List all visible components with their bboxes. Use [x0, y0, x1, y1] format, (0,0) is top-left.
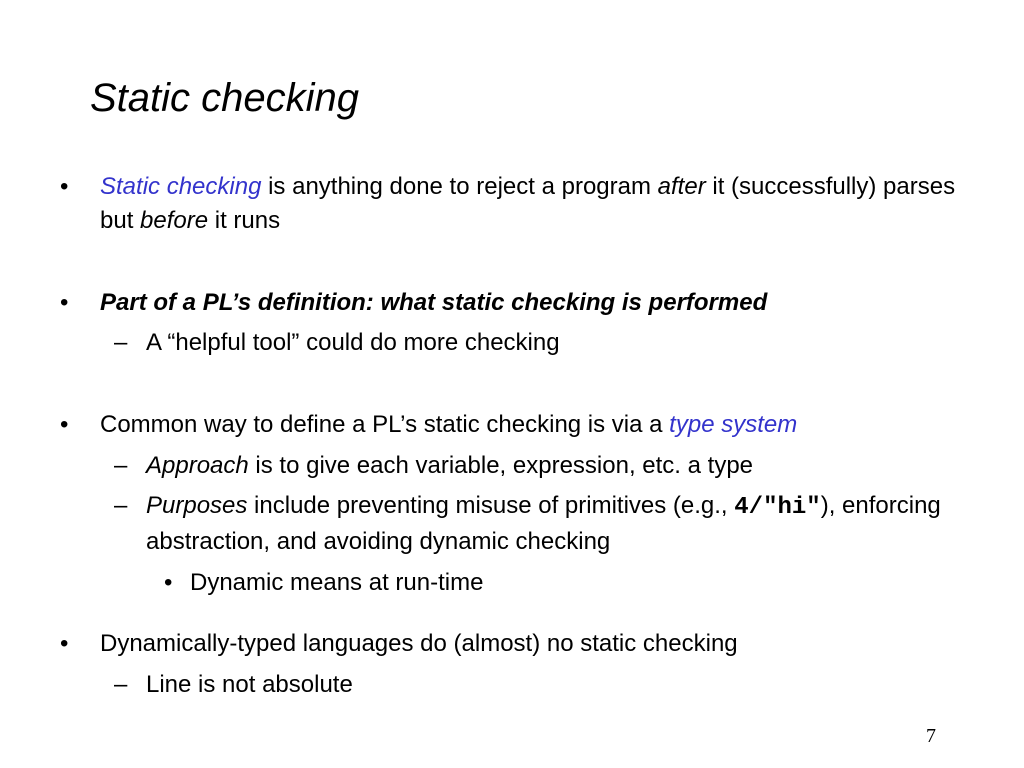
- emphasis-before: before: [140, 207, 209, 234]
- bullet-pl-definition: [60, 286, 980, 320]
- dash-marker: –: [114, 492, 128, 519]
- bullet-text: it runs: [208, 207, 281, 234]
- sub-bullet-text: is to give each variable, expression, etc. a type: [248, 452, 754, 479]
- sub-bullet-helpful-tool: [114, 326, 986, 360]
- emphasis-after: after: [657, 173, 706, 200]
- bullet-text: Part of a PL’s definition: what static checking is performed: [100, 289, 768, 316]
- sub-bullet-text: A “helpful tool” could do more checking: [146, 329, 560, 356]
- bullet-marker: •: [60, 630, 69, 657]
- bullet-type-system: [60, 408, 980, 442]
- sub-bullet-text: ), enforcing abstraction, and avoiding dynamic checking: [146, 492, 941, 555]
- sub-bullet-text: Line is not absolute: [146, 671, 353, 698]
- bullet-text: Common way to define a PL’s static checking is via a: [100, 411, 670, 438]
- sub-bullet-text: include preventing misuse of primitives (e.g.,: [247, 492, 735, 519]
- bullet-text: it (successfully) parses but: [100, 173, 956, 234]
- bullet-text: is anything done to reject a program: [261, 173, 658, 200]
- term-type-system: type system: [669, 411, 798, 438]
- sub-bullet-purposes: [114, 489, 986, 559]
- dash-marker: –: [114, 329, 128, 356]
- bullet-marker: •: [60, 289, 69, 316]
- bullet-marker: •: [60, 173, 69, 200]
- sub-bullet-line-not-absolute: [114, 668, 986, 702]
- bullet-marker: •: [164, 569, 173, 596]
- sub-sub-bullet-dynamic: [164, 566, 980, 600]
- slide-title: Static checking: [90, 76, 360, 120]
- bullet-text: Dynamically-typed languages do (almost) no static checking: [100, 630, 738, 657]
- term-approach: Approach: [146, 452, 249, 479]
- dash-marker: –: [114, 671, 128, 698]
- sub-bullet-approach: [114, 449, 986, 483]
- bullet-marker: •: [60, 411, 69, 438]
- bullet-dynamically-typed: [60, 627, 980, 661]
- code-example: 4/"hi": [734, 494, 821, 521]
- bullet-static-checking: [60, 170, 980, 238]
- term-static-checking: Static checking: [100, 173, 262, 200]
- page-number: 7: [926, 725, 936, 747]
- sub-sub-bullet-text: Dynamic means at run-time: [190, 569, 484, 596]
- dash-marker: –: [114, 452, 128, 479]
- term-purposes: Purposes: [146, 492, 248, 519]
